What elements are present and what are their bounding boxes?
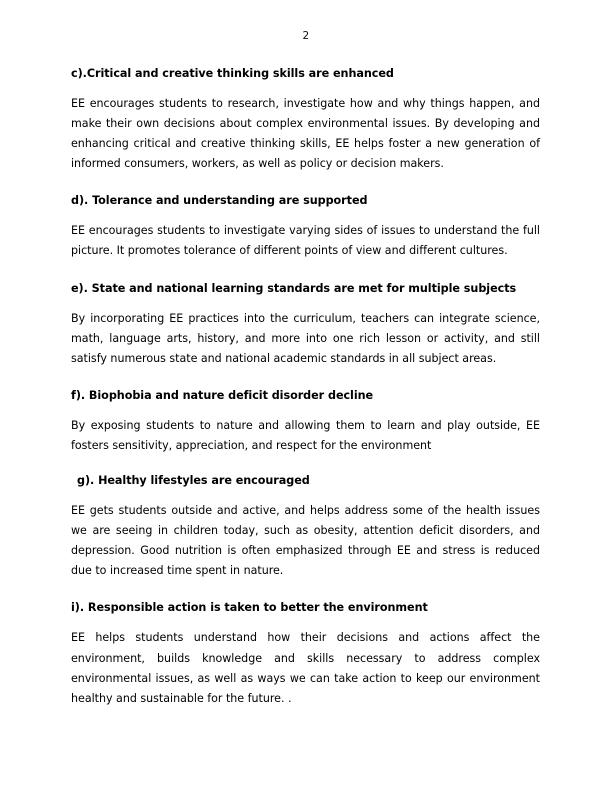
- section-d: [71, 193, 540, 261]
- section-paragraph-g: EE gets students outside and active, and helps address some of the health issues we are seeing in children today, such as obesity, attention deficit disorders, and depression. Good nutrition is often emphasized through EE and stress is reduced due to increased time spent in nature.: [71, 504, 540, 578]
- section-paragraph-f: By exposing students to nature and allowing them to learn and play outside, EE fosters sensitivity, appreciation, and respect for the environment: [71, 418, 540, 452]
- section-c: [71, 66, 540, 174]
- section-paragraph-d: EE encourages students to investigate varying sides of issues to understand the full picture. It promotes tolerance of different points of view and different cultures.: [71, 224, 540, 258]
- section-paragraph-e: By incorporating EE practices into the curriculum, teachers can integrate science, math, language arts, history, and more into one rich lesson or activity, and still satisfy numerous state and national academic standards in all subject areas.: [71, 311, 540, 365]
- section-paragraph-c: EE encourages students to research, investigate how and why things happen, and make their own decisions about complex environmental issues. By developing and enhancing critical and creative thinking skills, EE helps foster a new generation of informed consumers, workers, as well as policy or decision makers.: [71, 97, 540, 171]
- section-paragraph-i: EE helps students understand how their decisions and actions affect the environment, builds knowledge and skills necessary to address complex environmental issues, as well as ways we can take action to keep our environment healthy and sustainable for the future. .: [71, 631, 540, 705]
- section-heading-e: e). State and national learning standards are met for multiple subjects: [71, 281, 517, 295]
- section-g: [71, 473, 540, 581]
- section-heading-d: d). Tolerance and understanding are supported: [71, 194, 368, 208]
- page-number: 2: [302, 30, 310, 42]
- section-heading-g: g). Healthy lifestyles are encouraged: [77, 474, 310, 488]
- section-i: [71, 600, 540, 708]
- section-e: [71, 281, 540, 369]
- section-heading-c: c).Critical and creative thinking skills are enhanced: [71, 67, 394, 80]
- section-heading-f: f). Biophobia and nature deficit disorder decline: [71, 388, 374, 402]
- section-heading-i: i). Responsible action is taken to better the environment: [71, 601, 428, 615]
- document-body: [71, 66, 540, 709]
- section-f: [71, 388, 540, 456]
